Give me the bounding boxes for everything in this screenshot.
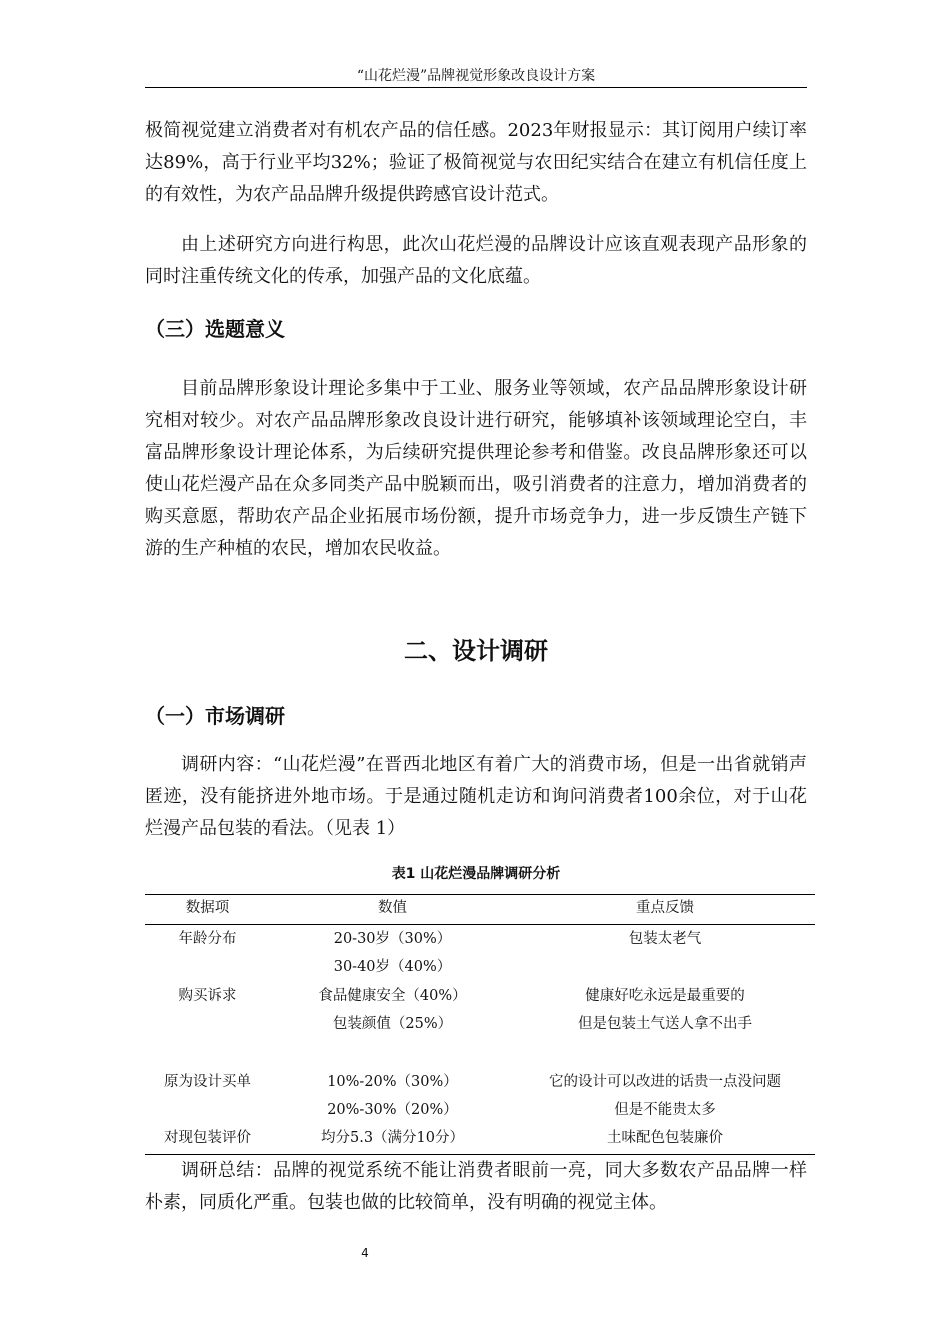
- table-cell-value: 均分5.3（满分10分）: [320, 1130, 464, 1146]
- paragraph-design-direction: 由上述研究方向进行构思，此次山花烂漫的品牌设计应该直观表现产品形象的同时注重传统文化的传承，加强产品的文化底蕴。: [145, 234, 807, 287]
- chapter-title-design-research: 二、设计调研: [404, 637, 548, 665]
- table-cell-feedback: 但是不能贵太多: [614, 1102, 716, 1118]
- table-cell-item: 购买诉求: [178, 988, 237, 1004]
- table-cell-value: 食品健康安全（40%）: [318, 988, 467, 1004]
- heading-market-research: （一）市场调研: [145, 704, 285, 728]
- paragraph-intro-continued: 极简视觉建立消费者对有机农产品的信任感。2023年财报显示：其订阅用户续订率达89%，高于行业平均32%；验证了极简视觉与农田纪实结合在建立有机信任度上的有效性，为农产品品牌升级提供跨感官设计范式。: [145, 120, 807, 205]
- table-cell-feedback: 健康好吃永远是最重要的: [585, 988, 745, 1004]
- table-top-rule: [145, 894, 815, 895]
- paragraph-research-summary: 调研总结：品牌的视觉系统不能让消费者眼前一亮，同大多数农产品品牌一样朴素，同质化严重。包装也做的比较简单，没有明确的视觉主体。: [145, 1160, 807, 1213]
- running-header: “山花烂漫”品牌视觉形象改良设计方案: [356, 68, 596, 84]
- table-cell-feedback: 但是包装土气送人拿不出手: [578, 1016, 752, 1032]
- table-cell-value: 20%-30%（20%）: [327, 1102, 458, 1118]
- column-header-feedback: 重点反馈: [636, 900, 694, 916]
- table-cell-feedback: 它的设计可以改进的话贵一点没问题: [549, 1074, 781, 1090]
- paragraph-topic-significance: 目前品牌形象设计理论多集中于工业、服务业等领域，农产品品牌形象设计研究相对较少。对农产品品牌形象改良设计进行研究，能够填补该领域理论空白，丰富品牌形象设计理论体系，为后续研究提供理论参考和借鉴。改良品牌形象还可以使山花烂漫产品在众多同类产品中脱颖而出，吸引消费者的注意力，增加消费者的购买意愿，帮助农产品企业拓展市场份额，提升市场竞争力，进一步反馈生产链下游的生产种植的农民，增加农民收益。: [145, 378, 807, 559]
- table-cell-item: 原为设计买单: [164, 1074, 251, 1090]
- table-cell-item: 年龄分布: [178, 931, 237, 947]
- table-header-rule: [145, 924, 815, 925]
- table-cell-value: 20-30岁（30%）: [333, 931, 452, 947]
- table-cell-value: 30-40岁（40%）: [333, 959, 452, 975]
- table-cell-value: 包装颜值（25%）: [332, 1016, 453, 1032]
- page-number: 4: [361, 1246, 369, 1260]
- column-header-value: 数值: [378, 900, 407, 916]
- paragraph-research-content: 调研内容：“山花烂漫”在晋西北地区有着广大的消费市场，但是一出省就销声匿迹，没有能挤进外地市场。于是通过随机走访和询问消费者100余位，对于山花烂漫产品包装的看法。（见表 1）: [145, 754, 807, 839]
- table-cell-feedback: 土味配色包装廉价: [607, 1130, 723, 1146]
- column-header-item: 数据项: [185, 900, 230, 916]
- header-rule: [145, 87, 807, 88]
- table-cell-feedback: 包装太老气: [628, 931, 702, 947]
- heading-topic-significance: （三）选题意义: [145, 317, 285, 341]
- table-cell-item: 对现包装评价: [164, 1130, 251, 1146]
- table-caption: 表1 山花烂漫品牌调研分析: [391, 866, 561, 882]
- table-cell-value: 10%-20%（30%）: [327, 1074, 458, 1090]
